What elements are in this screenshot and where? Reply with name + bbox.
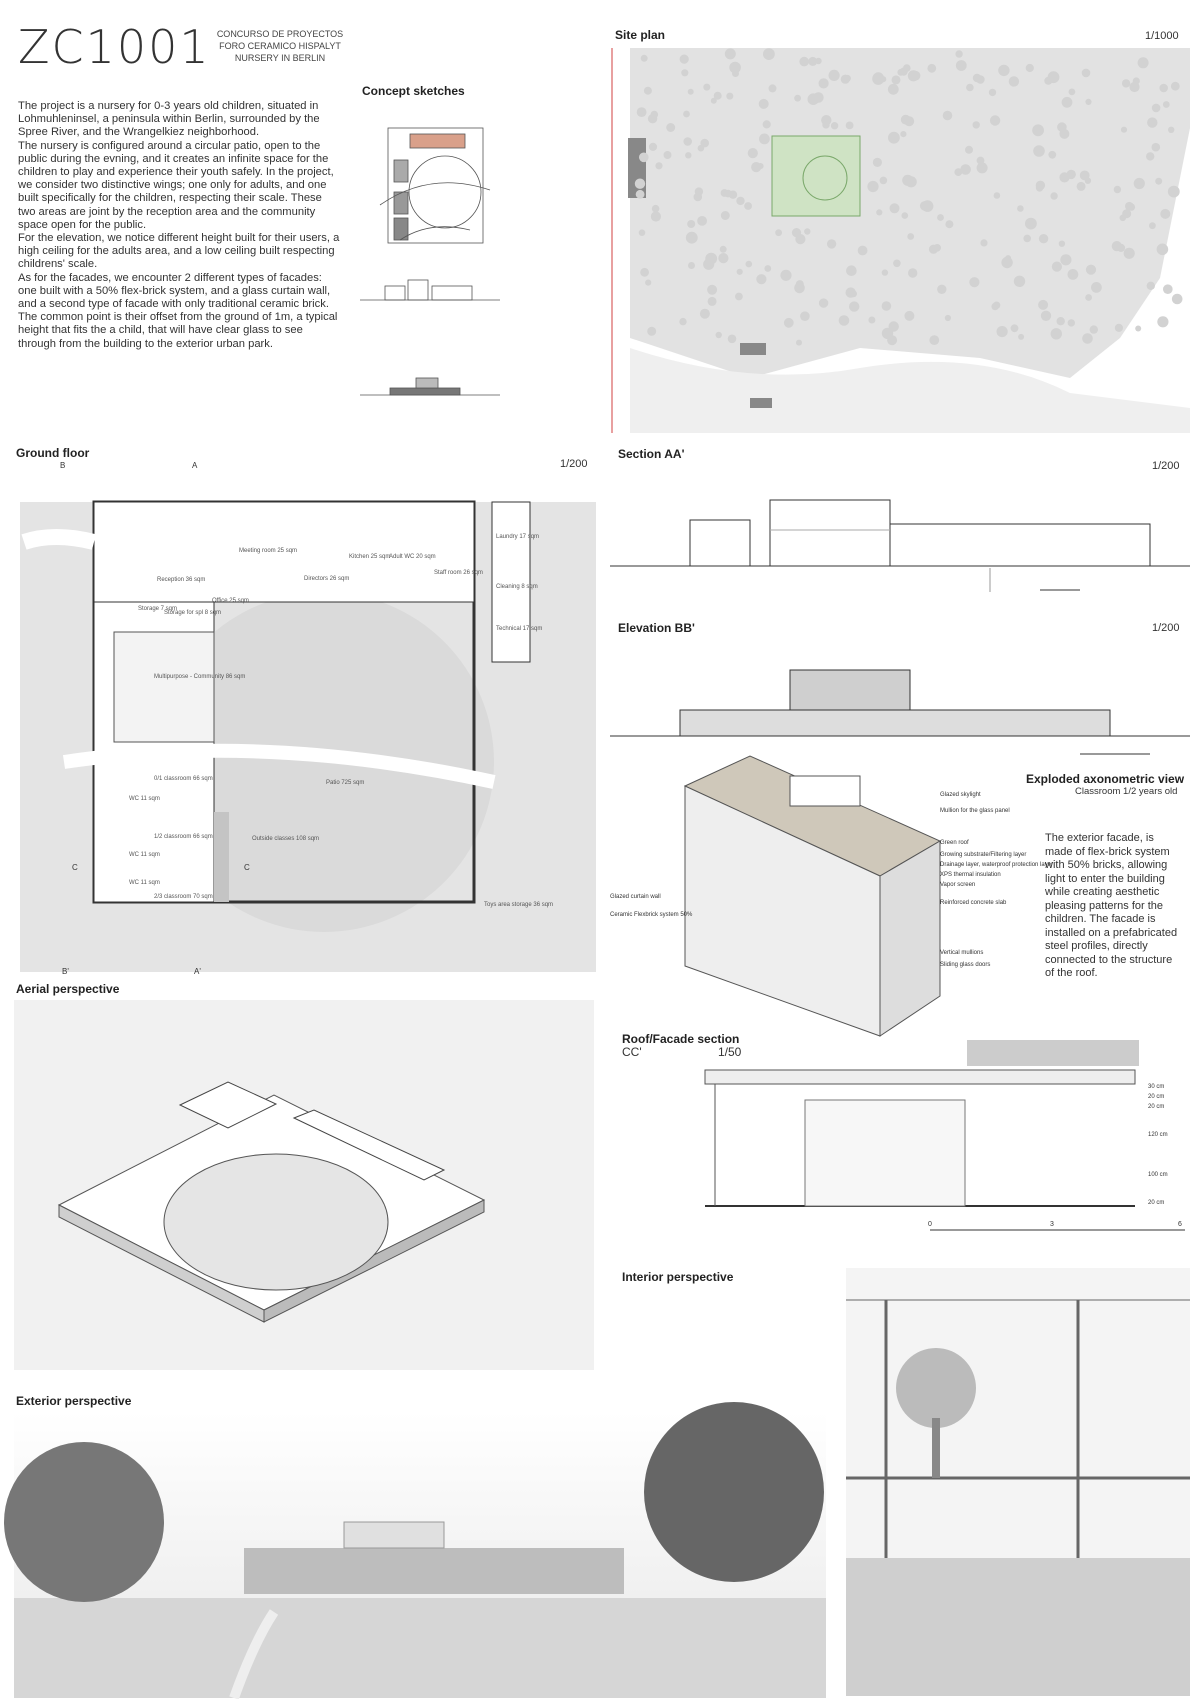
tree-mark [882, 269, 888, 275]
tree-mark [804, 228, 810, 234]
tree-mark [1080, 171, 1090, 181]
tree-mark [721, 211, 730, 220]
tree-mark [1146, 152, 1154, 160]
axo-title: Exploded axonometric view [1026, 772, 1185, 786]
tree-mark [998, 65, 1009, 76]
tree-mark [1091, 282, 1102, 293]
room-label: 1/2 classroom 66 sqm [154, 834, 213, 840]
room-label: Staff room 26 sqm [434, 570, 483, 576]
tree-mark [994, 192, 1001, 199]
tree-mark [808, 57, 817, 66]
exterior-drawing [14, 1412, 826, 1698]
tree-mark [728, 335, 737, 344]
tree-mark [1124, 248, 1135, 259]
tree-mark [641, 55, 648, 62]
tree-mark [1082, 333, 1093, 344]
tree-mark [904, 311, 914, 321]
tree-mark [956, 60, 967, 71]
axo-label: Glazed skylight [940, 792, 981, 798]
roof-scale: 1/50 [718, 1045, 742, 1059]
tree-mark [841, 75, 850, 84]
axo-label: Vapor screen [940, 882, 976, 888]
tree-mark [769, 84, 777, 92]
tree-mark [858, 246, 868, 256]
tree-mark [714, 92, 722, 100]
subtitle-line: CONCURSO DE PROYECTOS [216, 29, 344, 39]
elevation-drawing [610, 650, 1190, 760]
project-code: ZC1001 [18, 20, 211, 74]
dim-label: 20 cm [1148, 1200, 1165, 1206]
scale-tick: 3 [1050, 1221, 1054, 1228]
competition-subtitle [205, 28, 355, 64]
tree-mark [700, 139, 709, 148]
tree-mark [945, 315, 951, 321]
tree-mark [900, 131, 906, 137]
intro-paragraph: The project is a nursery for 0-3 years old children, situated in Lohmuhleninsel, a peninsula within Berlin, surrounded by the Spree River, and the Wrangelkiez neighborhood. [18, 100, 320, 139]
room-label: Kitchen 25 sqm [349, 554, 391, 560]
tree-mark [888, 84, 899, 95]
tree-mark [1171, 82, 1180, 91]
intro-paragraph: As for the facades, we encounter 2 different types of facades: one built with a 50% flex-brick system, and a glass curtain wall, and a second type of facade with only traditional ceramic brick. The common point is their offset from the ground of 1m, a typical height that fits the a child, that will have clear glass to see through from the building to the exterior urban park. [18, 271, 338, 350]
tree-mark [800, 311, 810, 321]
room-label: Storage 7 sqm [138, 606, 178, 612]
tree-mark [945, 220, 953, 228]
tree-mark [1157, 316, 1168, 327]
tree-mark [1085, 294, 1092, 301]
scale-tick: 0 [928, 1221, 932, 1228]
aerial-title: Aerial perspective [16, 982, 120, 996]
tree-mark [876, 209, 882, 215]
tree-mark [1157, 244, 1169, 256]
section-marker: B [60, 461, 66, 470]
tree-mark [927, 64, 936, 73]
room-label: Storage for spl 8 sqm [164, 610, 222, 616]
tree-mark [1059, 129, 1069, 139]
roof-subtitle: CC' [622, 1045, 642, 1059]
intro-paragraph: For the elevation, we notice different height built for their users, a high ceiling for the adults area, and a low ceiling built respecting childrens' scale. [18, 232, 340, 271]
tree-mark [746, 261, 753, 268]
tree-mark [726, 93, 733, 100]
ground-scale: 1/200 [560, 458, 588, 470]
site-title: Site plan [615, 28, 666, 42]
tree-mark [976, 75, 985, 84]
tree-mark [636, 190, 645, 199]
tree-mark [1001, 257, 1012, 268]
tree-mark [875, 159, 882, 166]
axo-label: Growing substrate/Filtering layer [940, 852, 1027, 858]
tree-mark [1163, 284, 1173, 294]
tree-mark [980, 239, 987, 246]
tree-mark [960, 164, 971, 175]
tree-mark [796, 340, 802, 346]
tree-mark [729, 191, 737, 199]
tree-mark [647, 327, 656, 336]
interior-drawing [846, 1268, 1190, 1696]
roof-title: Roof/Facade section [622, 1032, 740, 1046]
tree-mark [1067, 170, 1076, 179]
tree-mark [644, 87, 652, 95]
tree-mark [808, 93, 820, 105]
tree-mark [1023, 235, 1031, 243]
tree-mark [1155, 178, 1162, 185]
concept-sketches [360, 110, 580, 410]
tree-mark [716, 332, 722, 338]
tree-mark [1172, 294, 1183, 305]
tree-mark [708, 297, 717, 306]
tree-mark [889, 321, 899, 331]
site-scale: 1/1000 [1145, 30, 1179, 42]
tree-mark [686, 232, 698, 244]
section-drawing [610, 480, 1190, 600]
tree-mark [867, 181, 878, 192]
room-label: Multipurpose - Community 86 sqm [154, 674, 246, 680]
dim-label: 30 cm [1148, 1084, 1165, 1090]
tree-mark [929, 335, 939, 345]
tree-mark [937, 285, 946, 294]
tree-mark [1018, 334, 1024, 340]
tree-mark [906, 176, 917, 187]
tree-mark [902, 212, 909, 219]
tree-mark [1036, 184, 1044, 192]
tree-mark [1168, 186, 1180, 198]
tree-mark [997, 326, 1008, 337]
tree-mark [846, 265, 857, 276]
tree-mark [846, 122, 854, 130]
section-marker: C [72, 863, 78, 872]
tree-mark [688, 262, 695, 269]
tree-mark [955, 50, 962, 57]
tree-mark [1122, 79, 1130, 87]
axo-label: Reinforced concrete slab [940, 900, 1007, 906]
dim-label: 20 cm [1148, 1094, 1165, 1100]
tree-mark [1051, 328, 1062, 339]
tree-mark [1160, 209, 1170, 219]
tree-mark [822, 121, 829, 128]
tree-mark [1057, 317, 1065, 325]
room-label: WC 11 sqm [129, 852, 160, 858]
tree-mark [1149, 222, 1156, 229]
tree-mark [1052, 262, 1062, 272]
tree-mark [1017, 205, 1024, 212]
room-label: Office 25 sqm [212, 598, 249, 604]
tree-mark [737, 269, 743, 275]
tree-mark [911, 71, 921, 81]
intro-paragraph: The nursery is configured around a circular patio, open to the public during the evning, and it creates an infinite space for the children to play and experience their youth safely. In the project, we consider two distinctive wings; one only for adults, and one built specifically for the children, respecting their scale. These two areas are joint by the reception area and the community space open for the public. [18, 139, 334, 231]
axo-description: The exterior facade, is made of flex-brick system with 50% bricks, allowing light to enter the building while creating aesthetic pleasing patterns for the children. The facade is installed on a prefabricated steel profiles, directly connected to the structure of the roof. [1045, 832, 1178, 979]
tree-mark [827, 239, 836, 248]
tree-mark [1069, 89, 1076, 96]
tree-mark [748, 148, 758, 158]
tree-mark [1085, 99, 1091, 105]
tree-mark [1159, 84, 1168, 93]
tree-mark [1138, 57, 1149, 68]
tree-mark [965, 146, 973, 154]
tree-mark [1112, 241, 1122, 251]
tree-mark [784, 318, 794, 328]
tree-mark [757, 163, 763, 169]
tree-mark [744, 202, 752, 210]
tree-mark [735, 293, 743, 301]
tree-mark [1122, 209, 1131, 218]
dim-label: 100 cm [1148, 1172, 1168, 1178]
tree-mark [1068, 269, 1079, 280]
tree-mark [991, 303, 998, 310]
tree-mark [792, 228, 801, 237]
tree-mark [1121, 127, 1127, 133]
tree-mark [882, 301, 892, 311]
tree-mark [892, 75, 901, 84]
tree-mark [897, 69, 904, 76]
axo-label: Green roof [940, 840, 969, 846]
tree-mark [922, 200, 934, 212]
tree-mark [1025, 218, 1037, 230]
tree-mark [652, 205, 660, 213]
tree-mark [680, 55, 689, 64]
tree-mark [908, 268, 917, 277]
tree-mark [683, 137, 692, 146]
subtitle-line: NURSERY IN BERLIN [234, 53, 326, 63]
tree-mark [639, 153, 649, 163]
room-label: Technical 17 sqm [496, 626, 543, 632]
dim-label: 120 cm [1148, 1132, 1168, 1138]
tree-mark [831, 122, 838, 129]
tree-mark [1062, 97, 1073, 108]
tree-mark [700, 309, 710, 319]
tree-mark [888, 132, 900, 144]
tree-mark [977, 162, 988, 173]
tree-mark [907, 233, 914, 240]
tree-mark [929, 245, 938, 254]
tree-mark [649, 143, 657, 151]
dim-label: 20 cm [1148, 1104, 1165, 1110]
tree-mark [943, 111, 953, 121]
tree-mark [705, 253, 717, 265]
tree-mark [736, 197, 744, 205]
tree-mark [819, 78, 829, 88]
tree-mark [635, 179, 645, 189]
tree-mark [901, 115, 911, 125]
room-label: Directors 26 sqm [304, 576, 350, 582]
tree-mark [645, 280, 651, 286]
tree-mark [1152, 143, 1161, 152]
tree-mark [1168, 127, 1174, 133]
elevation-title: Elevation BB' [618, 621, 695, 635]
tree-mark [666, 123, 675, 132]
scale-tick: 6 [1178, 1221, 1182, 1228]
tree-mark [1011, 324, 1019, 332]
tree-mark [1163, 101, 1170, 108]
tree-mark [794, 283, 805, 294]
tree-mark [775, 229, 782, 236]
tree-mark [637, 107, 647, 117]
tree-mark [639, 229, 646, 236]
tree-mark [1152, 104, 1161, 113]
tree-mark [1044, 77, 1052, 85]
axo-label: XPS thermal insulation [940, 872, 1001, 878]
tree-mark [707, 285, 717, 295]
exterior-title: Exterior perspective [16, 1394, 132, 1408]
tree-mark [873, 72, 884, 83]
room-label: WC 11 sqm [129, 796, 160, 802]
tree-mark [969, 277, 979, 287]
tree-mark [1082, 69, 1091, 78]
section-marker: A' [194, 967, 201, 976]
room-label: Toys area storage 36 sqm [484, 902, 554, 908]
tree-mark [763, 48, 775, 60]
axo-label: Glazed curtain wall [610, 894, 661, 900]
tree-mark [1041, 311, 1051, 321]
tree-mark [703, 84, 710, 91]
tree-mark [688, 89, 694, 95]
tree-mark [880, 177, 888, 185]
tree-mark [1086, 265, 1096, 275]
tree-mark [725, 48, 736, 59]
ground-title: Ground floor [16, 446, 90, 460]
tree-mark [1009, 76, 1019, 86]
tree-mark [829, 70, 840, 81]
axo-drawing [610, 756, 1054, 1026]
tree-mark [759, 134, 770, 145]
aerial-drawing [14, 1000, 594, 1370]
tree-mark [973, 121, 980, 128]
room-label: Laundry 17 sqm [496, 534, 540, 540]
tree-mark [1014, 276, 1025, 287]
tree-mark [683, 111, 690, 118]
tree-mark [887, 335, 897, 345]
section-marker: B' [62, 967, 69, 976]
site-plan-drawing [600, 48, 1190, 433]
axo-subtitle: Classroom 1/2 years old [1075, 786, 1178, 797]
tree-mark [651, 111, 659, 119]
tree-mark [966, 84, 974, 92]
tree-mark [1048, 151, 1056, 159]
tree-mark [685, 152, 691, 158]
tree-mark [799, 57, 809, 67]
concept-title: Concept sketches [362, 84, 465, 98]
tree-mark [1114, 186, 1121, 193]
tree-mark [681, 69, 688, 76]
room-label: Patio 725 sqm [326, 780, 365, 786]
tree-mark [1128, 203, 1135, 210]
tree-mark [846, 287, 856, 297]
section-scale: 1/200 [1152, 460, 1180, 472]
tree-mark [1050, 192, 1057, 199]
room-label: Meeting room 25 sqm [239, 548, 298, 554]
tree-mark [718, 253, 728, 263]
section-marker: C [244, 863, 250, 872]
axo-label: Ceramic Flexbrick system 50% [610, 912, 693, 918]
subtitle-line: FORO CERAMICO HISPALYT [219, 41, 341, 51]
room-label: Reception 36 sqm [157, 577, 206, 583]
room-label: Cleaning 8 sqm [496, 584, 538, 590]
tree-mark [640, 268, 649, 277]
tree-mark [756, 274, 766, 284]
axo-label: Mullion for the glass panel [940, 808, 1010, 814]
tree-mark [794, 95, 801, 102]
ground-floor-plan [14, 462, 598, 982]
interior-title: Interior perspective [622, 1270, 734, 1284]
axo-label: Sliding glass doors [940, 962, 991, 968]
tree-mark [1032, 124, 1044, 136]
section-title: Section AA' [618, 447, 685, 461]
tree-mark [1147, 282, 1155, 290]
tree-mark [1033, 145, 1045, 157]
tree-mark [721, 189, 729, 197]
tree-mark [655, 162, 662, 169]
tree-mark [759, 99, 769, 109]
tree-mark [694, 193, 703, 202]
tree-mark [868, 317, 875, 324]
tree-mark [1026, 64, 1034, 72]
tree-mark [849, 301, 859, 311]
tree-mark [819, 298, 828, 307]
tree-mark [890, 203, 900, 213]
tree-mark [1038, 300, 1048, 310]
tree-mark [687, 220, 695, 228]
intro-text [18, 100, 340, 351]
tree-mark [989, 89, 996, 96]
tree-mark [697, 216, 707, 226]
elevation-scale: 1/200 [1152, 622, 1180, 634]
tree-mark [664, 151, 672, 159]
room-label: Outside classes 108 sqm [252, 836, 320, 842]
axo-label: Drainage layer, waterproof protection layer [940, 862, 1054, 868]
tree-mark [1068, 319, 1075, 326]
room-label: WC 11 sqm [129, 880, 160, 886]
tree-mark [720, 246, 727, 253]
tree-mark [990, 115, 1000, 125]
tree-mark [764, 265, 771, 272]
tree-mark [763, 120, 771, 128]
room-label: 0/1 classroom 66 sqm [154, 776, 213, 782]
tree-mark [1090, 325, 1098, 333]
tree-mark [651, 211, 661, 221]
tree-mark [893, 260, 901, 268]
room-label: 2/3 classroom 70 sqm [154, 894, 213, 900]
tree-mark [1129, 82, 1139, 92]
section-marker: A [192, 461, 198, 470]
tree-mark [1135, 326, 1141, 332]
tree-mark [679, 318, 686, 325]
tree-mark [1134, 178, 1145, 189]
tree-mark [780, 270, 791, 281]
tree-mark [1077, 182, 1086, 191]
roof-section-drawing [655, 1040, 1190, 1240]
tree-mark [1039, 234, 1048, 243]
tree-mark [839, 315, 850, 326]
tree-mark [1060, 254, 1071, 265]
axo-label: Vertical mullions [940, 950, 984, 956]
tree-mark [732, 70, 739, 77]
tree-mark [1147, 117, 1157, 127]
tree-mark [937, 214, 944, 221]
room-label: Adult WC 20 sqm [389, 554, 436, 560]
tree-mark [1059, 241, 1065, 247]
tree-mark [1115, 324, 1123, 332]
